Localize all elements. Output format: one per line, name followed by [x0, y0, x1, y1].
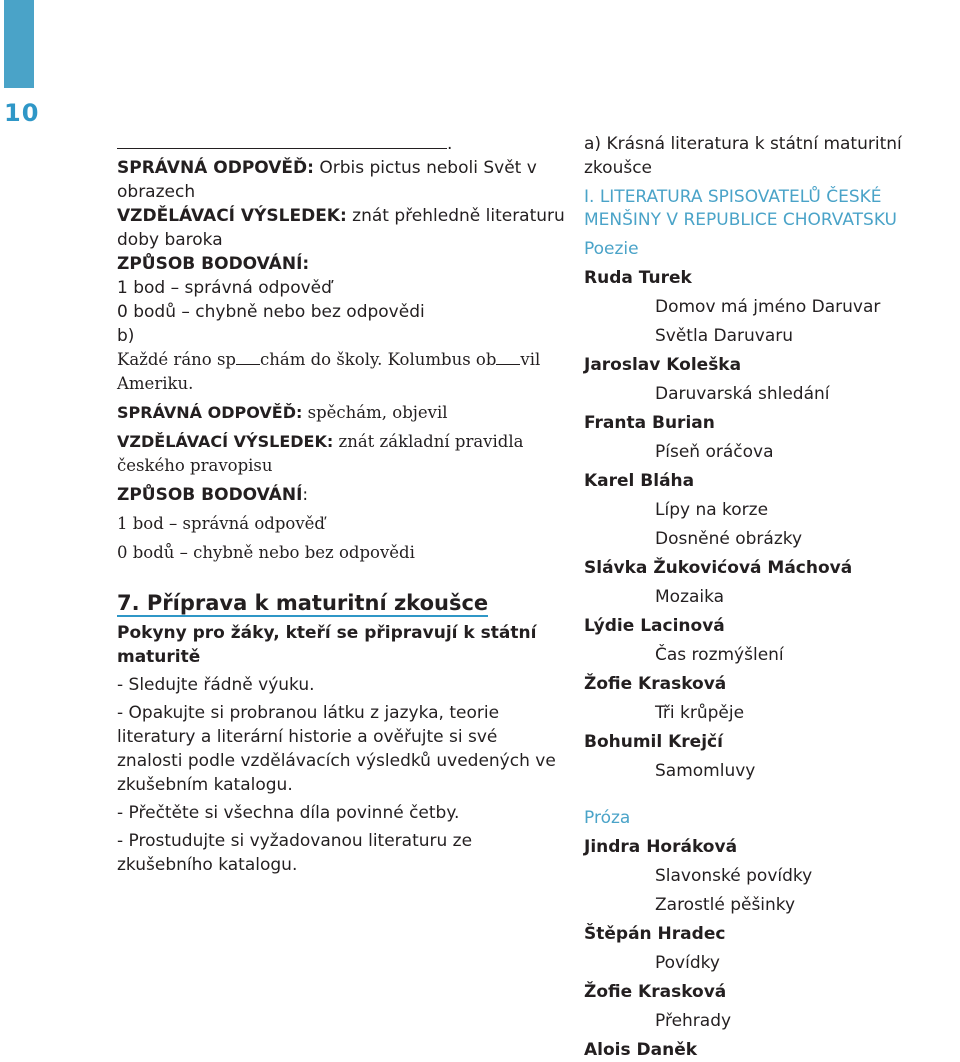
work-title: Přehrady	[655, 1011, 732, 1031]
author-name: Štěpán Hradec	[584, 924, 726, 944]
learning-outcome-2: VZDĚLÁVACÍ VÝSLEDEK: znát základní pravidla českého pravopisu	[117, 432, 524, 475]
work-title: Daruvarská shledání	[655, 384, 830, 404]
work-title: Tři krůpěje	[655, 703, 745, 723]
author-name: Žofie Krasková	[584, 982, 727, 1002]
correct-answer-2: SPRÁVNÁ ODPOVĚĎ: spěchám, objevil	[117, 403, 448, 422]
score-wrong-1: 0 bodů – chybně nebo bez odpovědi	[117, 302, 425, 322]
work-title: Zarostlé pěšinky	[655, 895, 796, 915]
work-title: Světla Daruvaru	[655, 326, 794, 346]
score-wrong-2: 0 bodů – chybně nebo bez odpovědi	[117, 543, 415, 562]
work-title: Domov má jméno Daruvar	[655, 297, 881, 317]
work-title: Píseň oráčova	[655, 442, 774, 462]
work-title: Samomluvy	[655, 761, 756, 781]
page-number: 10	[4, 99, 40, 127]
work-title: Lípy na korze	[655, 500, 769, 520]
literature-heading: a) Krásná literatura k státní maturitní zkoušce	[584, 134, 902, 178]
instruction-item: - Sledujte řádně výuku.	[117, 675, 315, 695]
poetry-label: Poezie	[584, 239, 639, 259]
author-name: Alois Daněk	[584, 1040, 698, 1060]
author-name: Bohumil Krejčí	[584, 732, 723, 752]
item-b-label: b)	[117, 326, 135, 346]
instruction-item: - Přečtěte si všechna díla povinné četby.	[117, 803, 460, 823]
prose-label: Próza	[584, 808, 631, 828]
page-tab-marker	[4, 0, 34, 88]
instructions-heading: Pokyny pro žáky, kteří se připravují k státní maturitě	[117, 623, 537, 667]
learning-outcome-1: VZDĚLÁVACÍ VÝSLEDEK: znát přehledně literaturu doby baroka	[117, 206, 565, 250]
prose-list	[584, 836, 960, 1062]
left-column	[117, 132, 567, 877]
scoring-label-1: ZPŮSOB BODOVÁNÍ:	[117, 254, 310, 274]
right-column	[584, 132, 960, 1062]
answer-blank-line: .	[117, 132, 567, 156]
author-name: Karel Bláha	[584, 471, 695, 491]
instruction-item: - Prostudujte si vyžadovanou literaturu ze zkušebního katalogu.	[117, 831, 473, 875]
fill-in-sentence: Každé ráno sp chám do školy. Kolumbus ob vil Ameriku.	[117, 350, 541, 393]
author-name: Jindra Horáková	[584, 837, 738, 857]
instruction-item: - Opakujte si probranou látku z jazyka, teorie literatury a literární historie a ověřujte si své znalosti podle vzdělávacích výsledků uvedených ve zkušebním katalogu.	[117, 703, 556, 795]
work-title: Slavonské povídky	[655, 866, 813, 886]
author-name: Jaroslav Koleška	[584, 355, 742, 375]
author-name: Lýdie Lacinová	[584, 616, 725, 636]
work-title: Povídky	[655, 953, 720, 973]
author-name: Franta Burian	[584, 413, 715, 433]
author-name: Slávka Žukovićová Máchová	[584, 558, 853, 578]
work-title: Čas rozmýšlení	[655, 645, 784, 665]
correct-answer-1: SPRÁVNÁ ODPOVĚĎ: Orbis pictus neboli Svět v obrazech	[117, 158, 537, 202]
author-name: Žofie Krasková	[584, 674, 727, 694]
work-title: Dosněné obrázky	[655, 529, 803, 549]
poetry-list	[584, 267, 960, 783]
section-title: 7. Příprava k maturitní zkoušce	[117, 591, 489, 615]
work-title: Mozaika	[655, 587, 725, 607]
score-correct-2: 1 bod – správná odpověď	[117, 514, 325, 533]
score-correct-1: 1 bod – správná odpověď	[117, 278, 332, 298]
author-name: Ruda Turek	[584, 268, 692, 288]
scoring-label-2: ZPŮSOB BODOVÁNÍ:	[117, 485, 309, 505]
minority-literature-subheading: I. LITERATURA SPISOVATELŮ ČESKÉ MENŠINY V REPUBLICE CHORVATSKU	[584, 187, 897, 230]
